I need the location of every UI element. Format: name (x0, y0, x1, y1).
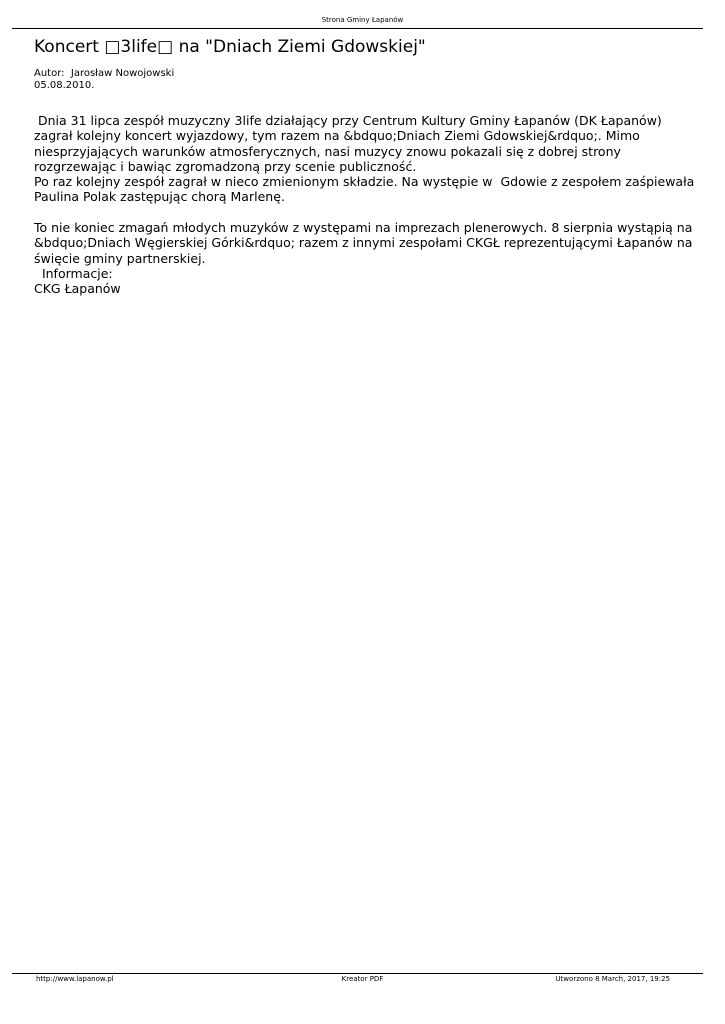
article-line: Informacje: (34, 265, 113, 281)
article-line: święcie gminy partnerskiej. (34, 250, 206, 266)
article-line: Dnia 31 lipca zespół muzyczny 3life działający przy Centrum Kultury Gminy Łapanów (DK Łapanów) (34, 113, 662, 128)
article-line: CKG Łapanów (34, 281, 121, 297)
article-line: niesprzyjających warunków atmosferycznych, nasi muzycy znowu pokazali się z dobrej strony (34, 143, 621, 159)
article-body (34, 113, 714, 297)
article-title: Koncert □3life□ na "Dniach Ziemi Gdowskiej" (34, 37, 426, 57)
article-line: rozgrzewając i bawiąc zgromadzoną przy scenie publiczność. (34, 158, 417, 174)
article-line: &bdquo;Dniach Węgierskiej Górki&rdquo; razem z innymi zespołami CKGŁ reprezentującymi Łapanów na (34, 235, 693, 251)
article-date: 05.08.2010. (34, 80, 95, 91)
paragraph-gap (34, 205, 714, 220)
footer-created-date: Utworzono 8 March, 2017, 19:25 (555, 975, 670, 983)
article-line: To nie koniec zmagań młodych muzyków z występami na imprezach plenerowych. 8 sierpnia wystąpią na (34, 220, 693, 236)
page-header-site-name: Strona Gminy Łapanów (321, 16, 404, 24)
article-line: Po raz kolejny zespół zagrał w nieco zmienionym składzie. Na występie w Gdowie z zespołem zaśpiewała (34, 174, 695, 190)
footer-divider (12, 973, 703, 974)
article-line: zagrał kolejny koncert wyjazdowy, tym razem na &bdquo;Dniach Ziemi Gdowskiej&rdquo;. Mimo (34, 128, 640, 144)
article-meta (34, 68, 174, 92)
footer-generator: Kreator PDF (341, 975, 384, 983)
article-author: Autor: Jarosław Nowojowski (34, 68, 175, 79)
article-line: Paulina Polak zastępując chorą Marlenę. (34, 189, 285, 205)
header-divider (12, 28, 703, 29)
footer-url[interactable]: http://www.lapanow.pl (36, 975, 114, 983)
